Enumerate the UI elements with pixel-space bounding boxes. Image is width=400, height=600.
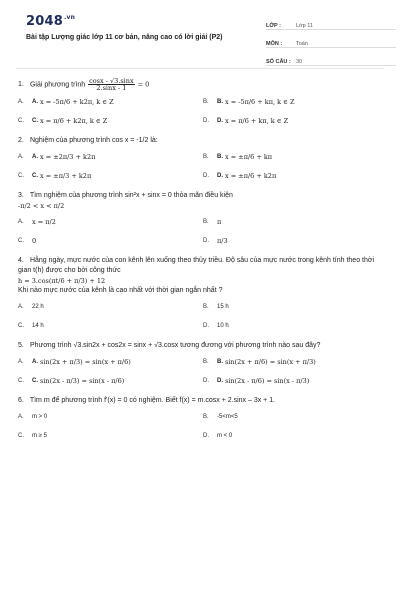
option-text: x = π/6 + kπ, k ∈ Z (225, 117, 289, 125)
question-1-text: Giải phương trình (29, 81, 86, 89)
question-2 (18, 136, 384, 183)
option-label: B. (203, 219, 209, 225)
meta-subject-row (266, 30, 396, 48)
option-label: A. (18, 99, 24, 105)
question-3-option-c[interactable] (18, 235, 203, 248)
option-label: C. (18, 118, 24, 124)
meta-info (266, 12, 396, 66)
option-text: 0 (32, 237, 37, 245)
question-6 (18, 396, 384, 443)
option-label: C. (18, 238, 24, 244)
question-list (18, 78, 384, 451)
header (10, 0, 390, 64)
question-4-stem (18, 256, 384, 276)
question-5-option-a[interactable] (18, 356, 203, 369)
meta-class-row (266, 12, 396, 30)
option-label: A. (18, 154, 24, 160)
option-text: m ≥ 5 (32, 433, 47, 439)
option-bold-label: B. (217, 154, 223, 160)
option-text: -5<m<5 (217, 414, 238, 420)
option-label: B. (203, 99, 209, 105)
option-text: 14 h (32, 323, 44, 329)
option-text: sin(2x + π/3) = sin(x + π/6) (40, 358, 131, 366)
option-text: m > 0 (32, 414, 48, 420)
question-6-options (18, 411, 384, 443)
question-6-text: Tìm m để phương trình f'(x) = 0 có nghiệm. Biết f(x) = m.cosx + 2.sinx – 3x + 1. (29, 397, 276, 404)
question-4-formula: h = 3.cos(πt/6 + π/3) + 12 (18, 277, 106, 285)
question-4-option-c[interactable] (18, 320, 203, 333)
option-label: B. (203, 154, 209, 160)
option-label: A. (18, 219, 24, 225)
question-1-option-a[interactable] (18, 96, 203, 109)
question-5-option-b[interactable] (203, 356, 384, 369)
option-label: B. (203, 359, 209, 365)
question-2-text: Nghiệm của phương trình cos x = -1/2 là: (29, 137, 158, 144)
page-title: Bài tập Lượng giác lớp 11 cơ bản, nâng cao có lời giải (P2) (26, 34, 223, 41)
logo-text: 2048 (26, 14, 63, 29)
site-logo[interactable] (26, 14, 75, 29)
question-3-number: 3. (18, 192, 24, 199)
question-1-options (18, 96, 384, 128)
option-text: x = -5π/6 + kπ, k ∈ Z (225, 98, 295, 106)
question-5-option-d[interactable] (203, 375, 384, 388)
option-text: x = π/2 (32, 218, 56, 226)
question-5 (18, 341, 384, 388)
question-2-option-b[interactable] (203, 151, 384, 164)
option-bold-label: D. (217, 173, 223, 179)
question-3-options (18, 216, 384, 248)
question-5-number: 5. (18, 342, 24, 349)
option-label: C. (18, 173, 24, 179)
option-text: 22 h (32, 304, 44, 310)
question-4-text: Hằng ngày, mực nước của con kênh lên xuống theo thủy triều. Độ sâu của mực nước trong kênh tính theo thời gian t(h) được cho bởi công thức (18, 257, 375, 274)
option-bold-label: C. (32, 173, 38, 179)
question-5-stem (18, 341, 384, 351)
question-2-options (18, 151, 384, 183)
question-4 (18, 256, 384, 333)
option-label: B. (203, 304, 209, 310)
question-6-option-c[interactable] (18, 430, 203, 443)
option-text: x = -5π/6 + k2π, k ∈ Z (40, 98, 114, 106)
question-6-stem (18, 396, 384, 406)
option-text: m < 0 (217, 433, 233, 439)
question-1-equals: = 0 (137, 80, 150, 89)
meta-count-label: SỐ CÂU : (266, 59, 291, 65)
question-6-option-b[interactable] (203, 411, 384, 424)
question-6-number: 6. (18, 397, 24, 404)
option-label: C. (18, 433, 24, 439)
option-label: D. (203, 433, 209, 439)
option-text: sin(2x - π/6) = sin(x - π/3) (225, 377, 310, 385)
option-label: A. (18, 414, 24, 420)
question-4-option-d[interactable] (203, 320, 384, 333)
option-bold-label: C. (32, 378, 38, 384)
option-text: 10 h (217, 323, 229, 329)
meta-class-value: Lớp 11 (296, 23, 313, 29)
question-1-frac-num: cosx - √3.sinx (89, 77, 134, 85)
question-3-option-d[interactable] (203, 235, 384, 248)
option-bold-label: D. (217, 378, 223, 384)
question-3-text: Tìm nghiệm của phương trình sin²x + sinx = 0 thỏa mãn điều kiện (29, 192, 233, 199)
option-label: D. (203, 238, 209, 244)
option-text: x = π/6 + k2π, k ∈ Z (40, 117, 108, 125)
option-bold-label: A. (32, 359, 38, 365)
option-label: B. (203, 414, 209, 420)
option-text: x = ±π/6 + kπ (225, 153, 273, 161)
option-text: 15 h (217, 304, 229, 310)
question-2-number: 2. (18, 137, 24, 144)
question-1-option-c[interactable] (18, 115, 203, 128)
question-5-options (18, 356, 384, 388)
option-bold-label: D. (217, 118, 223, 124)
question-1-option-b[interactable] (203, 96, 384, 109)
option-label: C. (18, 323, 24, 329)
question-2-stem (18, 136, 384, 146)
meta-subject-label: MÔN : (266, 41, 283, 47)
option-bold-label: B. (217, 99, 223, 105)
logo-suffix: .vn (63, 14, 76, 21)
option-label: A. (18, 359, 24, 365)
question-1-stem (18, 78, 384, 91)
question-4-options (18, 301, 384, 333)
option-label: D. (203, 118, 209, 124)
question-3-option-b[interactable] (203, 216, 384, 229)
question-1-frac-den: 2.sinx - 1 (96, 84, 127, 92)
option-text: x = ±2π/3 + k2π (40, 153, 96, 161)
option-label: D. (203, 378, 209, 384)
question-2-option-a[interactable] (18, 151, 203, 164)
question-6-option-a[interactable] (18, 411, 203, 424)
option-label: A. (18, 304, 24, 310)
option-text: sin(2x - π/3) = sin(x - π/6) (40, 377, 125, 385)
question-4-ask: Khi nào mực nước của kênh là cao nhất với thời gian ngắn nhất ? (18, 287, 223, 294)
option-label: D. (203, 323, 209, 329)
question-1 (18, 78, 384, 128)
question-3 (18, 191, 384, 248)
question-4-number: 4. (18, 257, 24, 264)
option-bold-label: A. (32, 99, 38, 105)
meta-count-value: 30 (296, 59, 303, 65)
question-1-number: 1. (18, 81, 24, 89)
meta-class-label: LỚP : (266, 23, 281, 29)
header-divider (16, 68, 384, 69)
option-bold-label: B. (217, 359, 223, 365)
option-text: x = ±π/6 + k2π (225, 172, 277, 180)
option-bold-label: C. (32, 118, 38, 124)
option-bold-label: A. (32, 154, 38, 160)
question-4-option-b[interactable] (203, 301, 384, 314)
question-3-condition: -π/2 < x < π/2 (18, 202, 65, 210)
question-3-stem (18, 191, 384, 201)
question-6-option-d[interactable] (203, 430, 384, 443)
meta-count-row (266, 48, 396, 66)
question-2-option-c[interactable] (18, 170, 203, 183)
option-label: D. (203, 173, 209, 179)
option-text: π/3 (217, 237, 228, 245)
question-5-option-c[interactable] (18, 375, 203, 388)
option-text: π (217, 218, 222, 226)
question-1-fraction (88, 78, 135, 91)
question-5-text: Phương trình √3.sin2x + cos2x = sinx + √3.cosx tương đương với phương trình nào sau đây? (29, 342, 321, 349)
question-4-option-a[interactable] (18, 301, 203, 314)
option-text: sin(2x + π/6) = sin(x + π/3) (225, 358, 316, 366)
option-label: C. (18, 378, 24, 384)
meta-subject-value: Toán (296, 41, 308, 47)
option-text: x = ±π/3 + k2π (40, 172, 92, 180)
question-3-option-a[interactable] (18, 216, 203, 229)
question-1-option-d[interactable] (203, 115, 384, 128)
question-2-option-d[interactable] (203, 170, 384, 183)
